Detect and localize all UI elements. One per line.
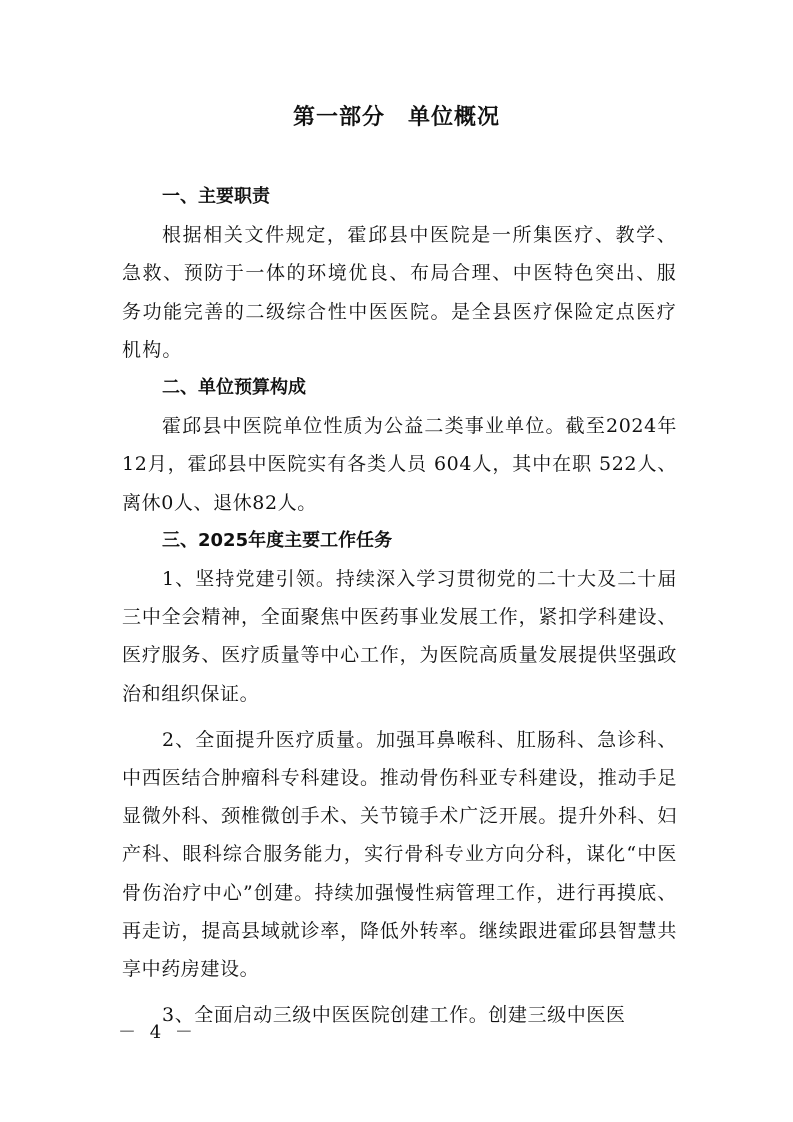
document-body [122,178,677,1034]
page-number: － 4 － [118,1022,197,1043]
section-heading-work-tasks: 三、2025年度主要工作任务 [162,529,393,551]
paragraph-task-tertiary-hospital: 3、全面启动三级中医医院创建工作。创建三级中医医 [162,1004,626,1027]
section-heading-main-duties: 一、主要职责 [162,186,270,207]
paragraph-budget-composition: 霍邱县中医院单位性质为公益二类事业单位。截至2024年12月，霍邱县中医院实有各类人员 604人，其中在职 522人、离休0人、退休82人。 [122,415,677,514]
section-heading-budget-composition: 二、单位预算构成 [162,377,306,399]
paragraph-task-medical-quality: 2、全面提升医疗质量。加强耳鼻喉科、肛肠科、急诊科、中西医结合肿瘤科专科建设。推动骨伤科亚专科建设，推动手足显微外科、颈椎微创手术、关节镜手术广泛开展。提升外科、妇产科、眼科综合服务能力，实行骨科专业方向分科，谋化“中医骨伤治疗中心”创建。持续加强慢性病管理工作，进行再摸底、再走访，提高县域就诊率，降低外转率。继续跟进霍邱县智慧共享中药房建设。 [122,728,677,981]
paragraph-task-party-building: 1、坚持党建引领。持续深入学习贯彻党的二十大及二十届三中全会精神，全面聚焦中医药事业发展工作，紧扣学科建设、医疗服务、医疗质量等中心工作，为医院高质量发展提供坚强政治和组织保证。 [122,568,677,705]
paragraph-main-duties: 根据相关文件规定，霍邱县中医院是一所集医疗、教学、急救、预防于一体的环境优良、布局合理、中医特色突出、服务功能完善的二级综合性中医医院。是全县医疗保险定点医疗机构。 [122,224,677,361]
page-title: 第一部分 单位概况 [292,105,500,130]
